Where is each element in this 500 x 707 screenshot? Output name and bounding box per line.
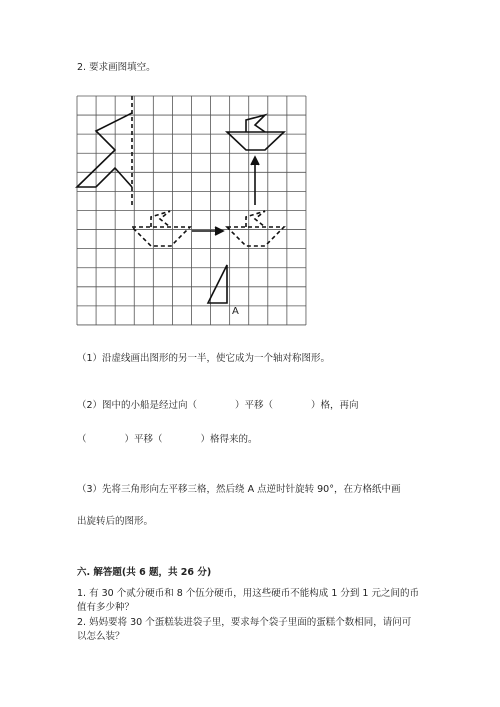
problem-2-line-2: 以怎么装？ — [77, 631, 125, 642]
part-3-line-1: （3）先将三角形向左平移三格，然后绕 A 点逆时针旋转 90°，在方格纸中画 — [77, 484, 401, 495]
half-figure-left — [77, 113, 132, 187]
part-1-instruction: （1）沿虚线画出图形的另一半，使它成为一个轴对称图形。 — [77, 353, 331, 364]
boat-top — [227, 132, 284, 150]
arrow-right-head — [215, 227, 223, 235]
part-2-line-2: （ ）平移（ ）格得来的。 — [77, 434, 258, 445]
problem-2-line-1: 2. 妈妈要将 30 个蛋糕装进袋子里，要求每个袋子里面的蛋糕个数相同，请问可 — [77, 617, 412, 628]
section-heading: 六. 解答题(共 6 题，共 26 分) — [77, 567, 212, 578]
arrow-up-head — [251, 157, 259, 165]
grid-lines — [77, 96, 306, 325]
problem-1-line-2: 值有多少种？ — [77, 602, 135, 613]
part-2-line-1: （2）图中的小船是经过向（ ）平移（ ）格，再向 — [77, 400, 359, 411]
point-a-label: A — [232, 306, 239, 317]
question-title: 2. 要求画图填空。 — [77, 62, 156, 73]
part-3-line-2: 出旋转后的图形。 — [77, 516, 154, 527]
boat-left-sail — [151, 211, 170, 227]
problem-1-line-1: 1. 有 30 个贰分硬币和 8 个伍分硬币，用这些硬币不能构成 1 分到 1 元之间的币 — [77, 588, 419, 599]
